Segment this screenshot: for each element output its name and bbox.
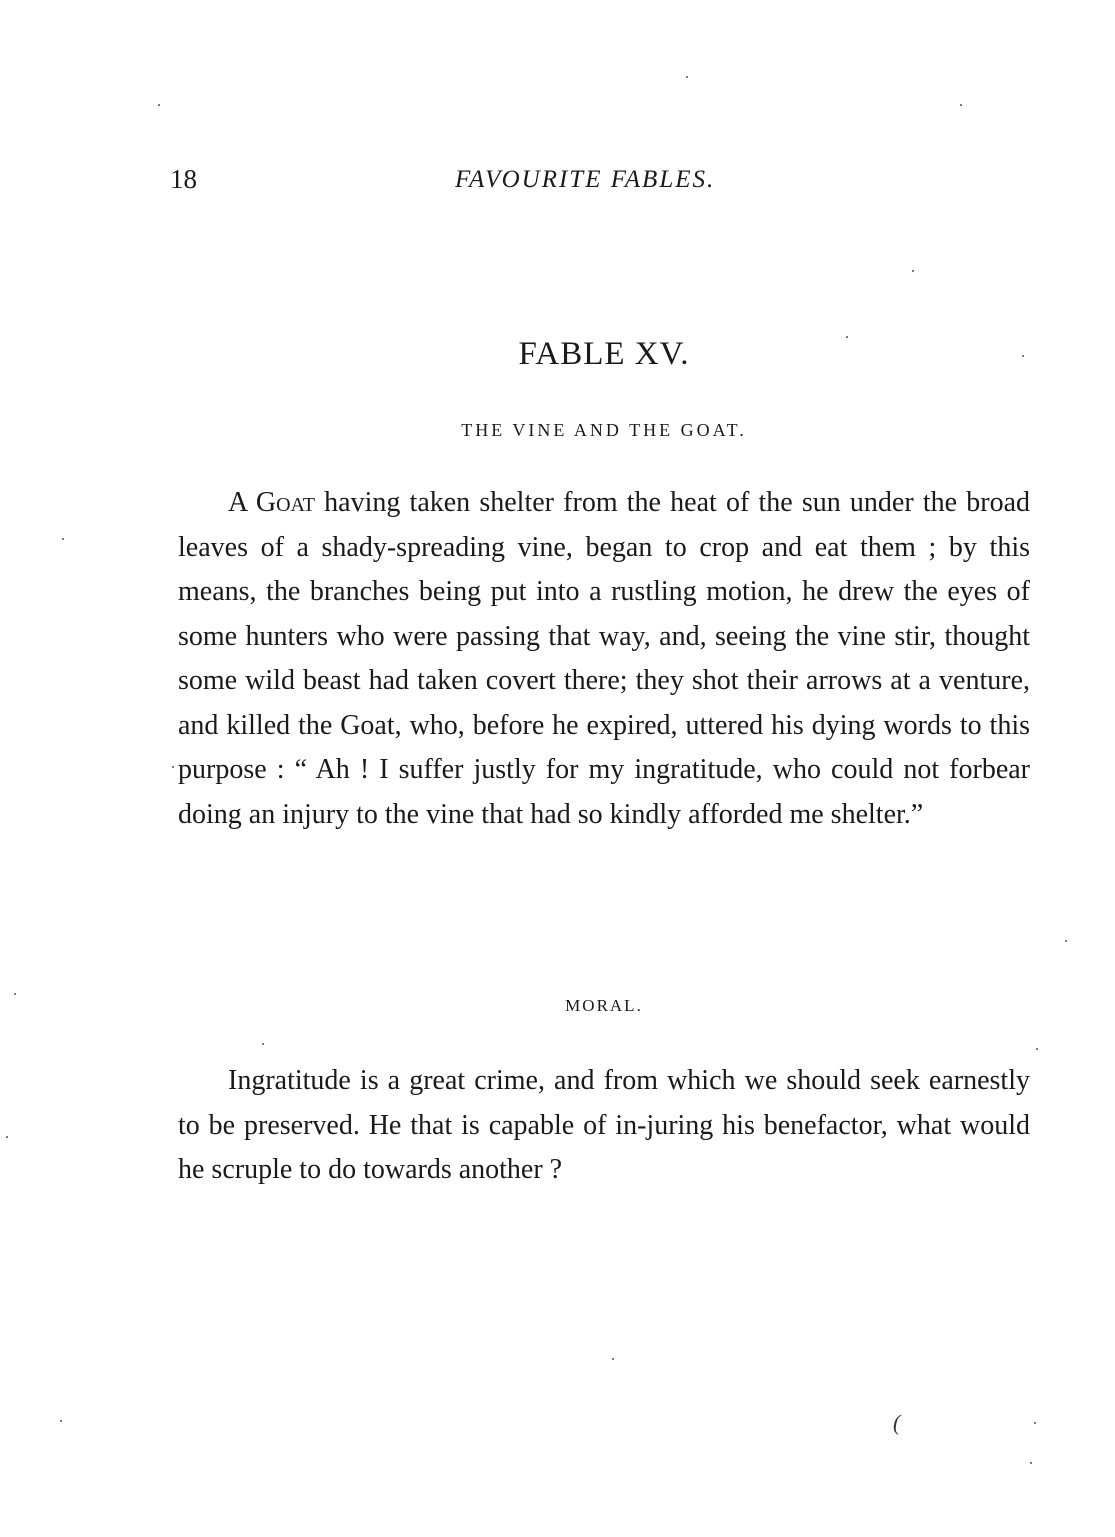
paper-speck [912,270,914,272]
paper-speck [1030,1462,1032,1464]
paper-speck [60,1420,62,1422]
paper-speck [686,76,688,78]
paper-speck [1034,1422,1036,1424]
running-head [170,164,1030,204]
fable-body-smallcaps: Goat [255,487,315,518]
pencil-mark: ( [893,1410,901,1435]
paper-speck [158,104,160,106]
running-title: FAVOURITE FABLES. [455,166,716,193]
fable-body-rest: having taken shelter from the heat of the sun under the broad leaves of a shady-spreading vine, began to crop and eat them ; by this means, the branches being put into a rustling motion, he drew the eyes of some hunters who were passing that way, and, seeing the vine stir, thought some wild beast had taken covert there; they shot their arrows at a venture, and killed the Goat, who, before he expired, uttered his dying words to this purpose : “ Ah ! I suffer justly for my ingratitude, who could not forbear doing an injury to the vine that had so kindly afforded me shelter.” [178,487,1031,830]
paper-speck [846,336,848,338]
paper-speck [172,766,174,768]
paper-speck [612,1358,614,1360]
paper-speck [14,993,16,995]
page-number: 18 [170,164,197,194]
paper-speck [1022,355,1024,357]
paper-speck [6,1136,8,1138]
fable-title: FABLE XV. [518,336,690,372]
paper-speck [62,538,64,540]
fable-body [178,481,1030,837]
fable-body-opening: A [228,487,247,518]
paper-speck [1065,940,1067,942]
moral-text: Ingratitude is a great crime, and from which we should seek earnestly to be preserved. He that is capable of in-juring his benefactor, what would he scruple to do towards another ? [178,1065,1030,1185]
moral-heading: MORAL. [565,996,643,1015]
paper-speck [960,104,962,106]
paper-speck [1036,1048,1038,1050]
fable-subtitle: THE VINE AND THE GOAT. [461,420,747,440]
paper-speck [262,1043,264,1045]
